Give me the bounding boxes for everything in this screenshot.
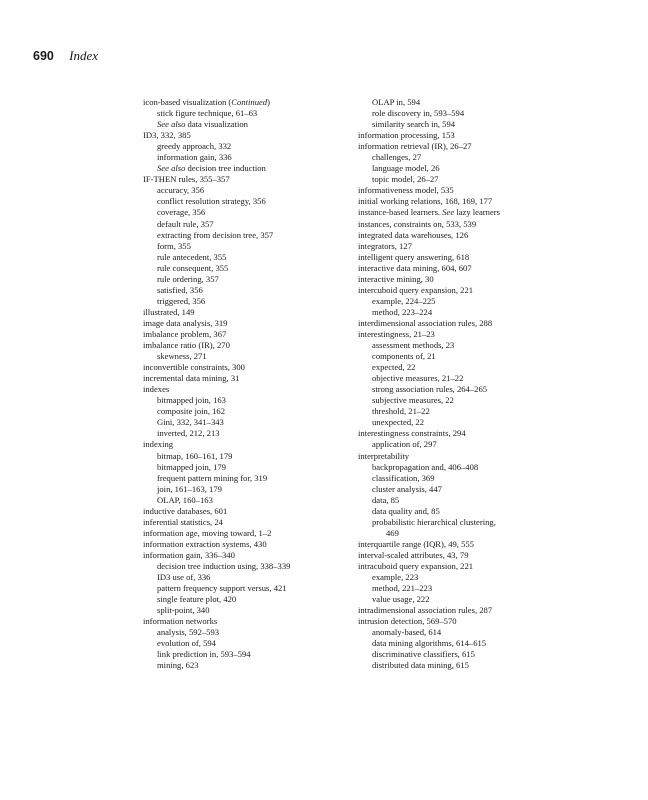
entry-text: pattern frequency support versus, 421 xyxy=(157,583,287,594)
entry-text: interactive data mining, 604, 607 xyxy=(358,262,472,273)
entry-text: strong association rules, 264–265 xyxy=(372,384,488,395)
entry-text: inverted, 212, 213 xyxy=(157,428,220,439)
index-subentry xyxy=(143,649,358,660)
index-subentry xyxy=(358,528,573,539)
entry-text: rule consequent, 355 xyxy=(157,262,229,273)
index-entry xyxy=(358,241,573,252)
entry-text: initial working relations, 168, 169, 177 xyxy=(358,196,493,207)
entry-text: discriminative classifiers, 615 xyxy=(372,649,475,660)
index-subentry xyxy=(143,451,358,462)
entry-text: OLAP in, 594 xyxy=(372,97,421,107)
index-subentry xyxy=(143,185,358,196)
entry-text: objective measures, 21–22 xyxy=(372,373,464,384)
index-entry xyxy=(358,561,573,572)
index-subentry xyxy=(358,660,573,671)
index-entry xyxy=(143,506,358,517)
entry-text: example, 223 xyxy=(372,572,419,583)
index-entry xyxy=(358,451,573,462)
entry-text: Gini, 332, 341–343 xyxy=(157,417,224,428)
index-subentry xyxy=(358,384,573,395)
entry-text: information networks xyxy=(143,616,218,627)
index-entry xyxy=(358,230,573,241)
entry-text: information extraction systems, 430 xyxy=(143,538,267,549)
index-entry xyxy=(143,528,358,539)
index-subentry xyxy=(143,207,358,218)
index-subentry xyxy=(143,406,358,417)
index-subentry xyxy=(143,462,358,473)
index-entry xyxy=(358,207,573,218)
entry-text: example, 224–225 xyxy=(372,295,436,306)
index-entry xyxy=(143,174,358,185)
entry-text: single feature plot, 420 xyxy=(157,594,237,605)
index-subentry xyxy=(143,241,358,252)
entry-text: data quality and, 85 xyxy=(372,505,440,516)
index-subentry xyxy=(143,285,358,296)
entry-text: threshold, 21–22 xyxy=(372,406,430,417)
entry-text: frequent pattern mining for, 319 xyxy=(157,472,268,483)
entry-text: similarity search in, 594 xyxy=(372,119,456,130)
index-entry xyxy=(143,517,358,528)
entry-text: default rule, 357 xyxy=(157,218,214,229)
entry-text: indexes xyxy=(143,384,170,395)
index-subentry xyxy=(143,638,358,649)
entry-text: application of, 297 xyxy=(372,439,437,450)
index-entry xyxy=(358,141,573,152)
entry-text: decision tree induction using, 338–339 xyxy=(157,560,291,571)
index-subentry xyxy=(143,351,358,362)
entry-text: intradimensional association rules, 287 xyxy=(358,605,493,616)
entry-text: IF-THEN rules, 355–357 xyxy=(143,174,230,185)
index-entry xyxy=(358,318,573,329)
index-subentry xyxy=(358,506,573,517)
entry-trailing-text: lazy learners xyxy=(454,207,500,218)
entry-text: OLAP, 160–163 xyxy=(157,494,213,505)
index-subentry xyxy=(143,163,358,174)
index-entry xyxy=(358,263,573,274)
entry-italic-text: See also xyxy=(157,119,186,130)
index-entry xyxy=(358,550,573,561)
entry-text: imbalance ratio (IR), 270 xyxy=(143,340,230,351)
entry-text: bitmap, 160–161, 179 xyxy=(157,450,233,461)
entry-text: assessment methods, 23 xyxy=(372,340,455,351)
entry-text: rule antecedent, 355 xyxy=(157,251,227,262)
entry-text: unexpected, 22 xyxy=(372,417,425,428)
index-entry xyxy=(143,539,358,550)
page-number: 690 xyxy=(33,49,54,63)
entry-text: icon-based visualization ( xyxy=(143,97,232,107)
entry-text: subjective measures, 22 xyxy=(372,395,454,406)
entry-text: composite join, 162 xyxy=(157,406,226,417)
entry-text: incremental data mining, 31 xyxy=(143,373,240,384)
entry-text: coverage, 356 xyxy=(157,207,206,218)
index-entry xyxy=(358,605,573,616)
index-subentry xyxy=(358,373,573,384)
index-subentry xyxy=(358,583,573,594)
index-entry xyxy=(358,428,573,439)
entry-italic-text: See also xyxy=(157,163,186,174)
index-subentry xyxy=(358,417,573,428)
index-entry xyxy=(143,340,358,351)
entry-text: ID3, 332, 385 xyxy=(143,130,191,141)
index-entry xyxy=(143,307,358,318)
entry-text: link prediction in, 593–594 xyxy=(157,649,251,660)
entry-text: data mining algorithms, 614–615 xyxy=(372,638,487,649)
entry-text: cluster analysis, 447 xyxy=(372,483,442,494)
entry-text: information gain, 336–340 xyxy=(143,549,235,560)
entry-text: rule ordering, 357 xyxy=(157,273,219,284)
entry-text: information retrieval (IR), 26–27 xyxy=(358,141,472,152)
entry-text: join, 161–163, 179 xyxy=(157,483,222,494)
index-subentry xyxy=(143,252,358,263)
entry-trailing-text: data visualization xyxy=(185,119,248,130)
index-subentry xyxy=(143,428,358,439)
index-entry xyxy=(358,130,573,141)
entry-text: inferential statistics, 24 xyxy=(143,516,223,527)
entry-text: conflict resolution strategy, 356 xyxy=(157,196,266,207)
entry-text: interestingness constraints, 294 xyxy=(358,428,466,439)
index-subentry xyxy=(358,649,573,660)
index-entry xyxy=(358,274,573,285)
entry-text: ID3 use of, 336 xyxy=(157,572,211,583)
index-subentry xyxy=(143,660,358,671)
entry-text: bitmapped join, 163 xyxy=(157,395,226,406)
entry-text: method, 221–223 xyxy=(372,583,433,594)
index-subentry xyxy=(358,340,573,351)
entry-text: inductive databases, 601 xyxy=(143,505,228,516)
index-subentry xyxy=(358,307,573,318)
index-entry xyxy=(143,616,358,627)
index-entry xyxy=(143,384,358,395)
index-subentry xyxy=(358,406,573,417)
index-subentry xyxy=(358,152,573,163)
entry-text: topic model, 26–27 xyxy=(372,174,439,185)
index-entry xyxy=(143,550,358,561)
entry-text: classification, 369 xyxy=(372,472,435,483)
index-subentry xyxy=(143,561,358,572)
index-entry xyxy=(143,373,358,384)
entry-trailing-text: decision tree induction xyxy=(185,163,266,174)
entry-text: information age, moving toward, 1–2 xyxy=(143,527,272,538)
index-entry xyxy=(143,130,358,141)
entry-text: instances, constraints on, 533, 539 xyxy=(358,218,477,229)
entry-text: analysis, 592–593 xyxy=(157,627,220,638)
entry-text: bitmapped join, 179 xyxy=(157,461,226,472)
page-header xyxy=(33,48,98,64)
entry-text: stick figure technique, 61–63 xyxy=(157,108,258,119)
index-subentry xyxy=(143,296,358,307)
index-entry xyxy=(358,329,573,340)
entry-text: expected, 22 xyxy=(372,362,416,373)
entry-trailing-text: ) xyxy=(267,97,270,107)
index-entry xyxy=(143,439,358,450)
index-subentry xyxy=(358,594,573,605)
index-subentry xyxy=(143,152,358,163)
index-subentry xyxy=(358,362,573,373)
entry-text: informativeness model, 535 xyxy=(358,185,454,196)
entry-text: interactive mining, 30 xyxy=(358,273,434,284)
entry-text: backpropagation and, 406–408 xyxy=(372,461,479,472)
entry-text: imbalance problem, 367 xyxy=(143,328,227,339)
running-title: Index xyxy=(69,48,98,63)
index-subentry xyxy=(143,119,358,130)
entry-text: skewness, 271 xyxy=(157,351,207,362)
entry-text: intrusion detection, 569–570 xyxy=(358,616,457,627)
index-subentry xyxy=(358,97,573,108)
entry-text: evolution of, 594 xyxy=(157,638,216,649)
index-column-left xyxy=(143,97,358,671)
entry-text: interdimensional association rules, 288 xyxy=(358,317,493,328)
index-subentry xyxy=(358,473,573,484)
index-entry xyxy=(143,97,358,108)
entry-text: interquartile range (IQR), 49, 555 xyxy=(358,538,474,549)
entry-text: data, 85 xyxy=(372,494,400,505)
entry-text: intercuboid query expansion, 221 xyxy=(358,284,474,295)
index-subentry xyxy=(143,263,358,274)
entry-text: interval-scaled attributes, 43, 79 xyxy=(358,549,469,560)
entry-italic-text: Continued xyxy=(231,97,268,107)
entry-text: intracuboid query expansion, 221 xyxy=(358,560,474,571)
index-subentry xyxy=(358,627,573,638)
entry-text: form, 355 xyxy=(157,240,191,251)
entry-text: extracting from decision tree, 357 xyxy=(157,229,274,240)
entry-text: anomaly-based, 614 xyxy=(372,627,442,638)
entry-text: interestingness, 21–23 xyxy=(358,328,435,339)
index-subentry xyxy=(143,605,358,616)
index-subentry xyxy=(358,517,573,528)
entry-text: distributed data mining, 615 xyxy=(372,660,469,671)
index-entry xyxy=(143,329,358,340)
entry-text: 469 xyxy=(386,527,399,538)
entry-text: indexing xyxy=(143,439,174,450)
index-subentry xyxy=(358,163,573,174)
index-entry xyxy=(358,185,573,196)
index-column-right xyxy=(358,97,573,671)
entry-text: integrators, 127 xyxy=(358,240,412,251)
index-subentry xyxy=(143,627,358,638)
index-subentry xyxy=(358,439,573,450)
index-subentry xyxy=(143,141,358,152)
index-entry xyxy=(358,196,573,207)
entry-text: information gain, 336 xyxy=(157,152,232,163)
index-subentry xyxy=(358,638,573,649)
index-entry xyxy=(358,616,573,627)
index-entry xyxy=(358,219,573,230)
index-subentry xyxy=(143,196,358,207)
entry-text: accuracy, 356 xyxy=(157,185,205,196)
index-subentry xyxy=(358,484,573,495)
index-subentry xyxy=(358,174,573,185)
index-entry xyxy=(358,252,573,263)
entry-text: satisfied, 356 xyxy=(157,284,203,295)
index-subentry xyxy=(143,583,358,594)
index-subentry xyxy=(358,119,573,130)
index-subentry xyxy=(143,572,358,583)
entry-text: language model, 26 xyxy=(372,163,440,174)
index-subentry xyxy=(358,462,573,473)
entry-text: triggered, 356 xyxy=(157,295,206,306)
entry-text: value usage, 222 xyxy=(372,594,430,605)
entry-text: challenges, 27 xyxy=(372,152,422,163)
entry-text: split-point, 340 xyxy=(157,605,210,616)
index-subentry xyxy=(358,108,573,119)
index-subentry xyxy=(143,230,358,241)
index-subentry xyxy=(143,108,358,119)
entry-text: mining, 623 xyxy=(157,660,199,671)
index-subentry xyxy=(143,274,358,285)
index-subentry xyxy=(143,417,358,428)
index-entry xyxy=(143,318,358,329)
index-subentry xyxy=(143,495,358,506)
entry-text: interpretability xyxy=(358,450,410,461)
entry-text: information processing, 153 xyxy=(358,130,455,141)
entry-text: image data analysis, 319 xyxy=(143,317,228,328)
entry-text: integrated data warehouses, 126 xyxy=(358,229,469,240)
index-subentry xyxy=(358,495,573,506)
index-subentry xyxy=(358,572,573,583)
index-subentry xyxy=(358,395,573,406)
index-subentry xyxy=(358,351,573,362)
index-subentry xyxy=(143,219,358,230)
index-subentry xyxy=(358,296,573,307)
entry-text: instance-based learners. xyxy=(358,207,443,218)
entry-text: role discovery in, 593–594 xyxy=(372,108,465,119)
index-subentry xyxy=(143,395,358,406)
entry-text: greedy approach, 332 xyxy=(157,141,232,152)
index-entry xyxy=(358,285,573,296)
index-subentry xyxy=(143,484,358,495)
entry-text: probabilistic hierarchical clustering, xyxy=(372,516,496,527)
entry-italic-text: See xyxy=(442,207,455,218)
index-entry xyxy=(143,362,358,373)
entry-text: intelligent query answering, 618 xyxy=(358,251,470,262)
entry-text: illustrated, 149 xyxy=(143,306,195,317)
index-subentry xyxy=(143,473,358,484)
entry-text: components of, 21 xyxy=(372,351,436,362)
entry-text: inconvertible constraints, 300 xyxy=(143,362,245,373)
index-entry xyxy=(358,539,573,550)
index-subentry xyxy=(143,594,358,605)
entry-text: method, 223–224 xyxy=(372,306,433,317)
